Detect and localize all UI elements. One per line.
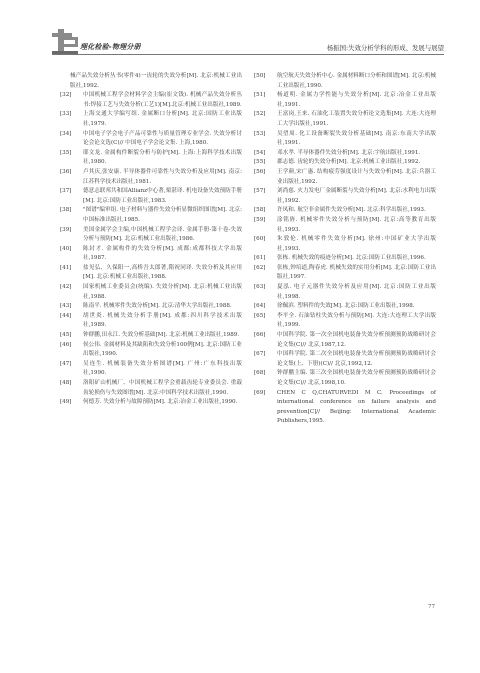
reference-item (254, 168, 436, 187)
reference-text: CHEN C Q,CHATURVEDI M C. Proceedings of international conference on failure analysis and prevention[C]// Beijing: International Academic Publishers,1995. (277, 389, 436, 425)
reference-text: 中国机械工程学会材料学会主编(崔文钱). 机械产品失效分析丛书:焊接工艺与失效分析(工艺1)[M].北京:机械工业出版社,1989. (83, 92, 242, 108)
reference-text: 盐见弘、久保阳一,高桥吾太郎著,隋祝同译. 失效分析及其应用[M]. 北京:机械工业出版社,1988. (83, 264, 242, 281)
reference-number: [58] (254, 207, 266, 214)
reference-item (254, 91, 436, 110)
reference-item (254, 283, 436, 302)
reference-item (254, 302, 436, 312)
reference-text: 朱敦伦. 机械零件失效分析[M]. 徐州:中国矿业大学出版社,1993. (277, 236, 436, 252)
reference-number: [52] (254, 111, 266, 118)
reference-text: 张栋. 机械失效的痕迹分析[M]. 北京:国防工业出版社,1996. (277, 255, 426, 262)
reference-item (254, 130, 436, 149)
reference-number: [36] (60, 168, 72, 175)
reference-number: [48] (60, 380, 72, 386)
reference-item (60, 331, 242, 341)
reference-item (254, 331, 436, 350)
reference-text: 械产品失效分析丛书(零件4)一齿轮的失效分析[M]. 北京:机械工业出版社,1992. (70, 73, 242, 89)
reference-text: 陈封才. 金属构件的失效分析[M]. 成都:成都科技大学出版社,1987. (83, 245, 242, 262)
reference-item (254, 312, 436, 331)
reference-item (60, 72, 242, 91)
reference-text: "图谱"编审组. 电子材料与器件失效分析显微组织图谱[M]. 北京:中国标准出版社,1985. (83, 207, 242, 223)
reference-item (254, 149, 436, 159)
reference-item (60, 149, 242, 168)
reference-number: [51] (254, 92, 266, 99)
reference-text: 张栋,钟培道,陶春虎. 机械失效的实用分析[M]. 北京:国防工业出版社,1997. (277, 264, 436, 281)
reference-number: [53] (254, 130, 266, 137)
reference-item (60, 168, 242, 187)
reference-item (60, 264, 242, 283)
references-left-column (60, 72, 242, 408)
reference-item (60, 398, 242, 408)
reference-item (254, 110, 436, 129)
reference-text: 何德芳. 失效分析与故障预防[M]. 北京:冶金工业出版社,1990. (83, 399, 238, 406)
reference-item (254, 254, 436, 264)
reference-text: 中国电子学会电子产品可靠性与质量管理专业学会. 失效分析讨论会论文选(C)// 中国电子学会论文集. 上海,1980. (83, 130, 242, 147)
reference-text: 陈南平. 机械零件失效分析[M]. 北京:清华大学出版社,1988. (83, 303, 232, 310)
running-head: 杨振国:失效分析学科的形成、发展与展望 (326, 44, 444, 52)
reference-number: [64] (254, 303, 266, 310)
reference-item (60, 360, 242, 379)
reference-number: [45] (60, 332, 72, 339)
page-number: 77 (428, 604, 436, 610)
reference-text: 王富岗,王来. 石油化工装置失效分析论文选集[M]. 大连:大连理工大学出版社,1991. (277, 111, 436, 127)
reference-number: [57] (254, 188, 266, 195)
reference-text: 美国金属学会主编,中国机械工程学会译. 金属手册-第十卷-失效分析与预防[M]. 北京:机械工业出版社,1986. (83, 226, 242, 243)
reference-number: [67] (254, 351, 266, 358)
reference-text: 吴望周. 化工设备断裂失效分析基础[M]. 南京:东南大学出版社,1991. (277, 130, 436, 147)
reference-text: 涂铭旌. 机械零件失效分析与预防[M]. 北京:高等教育出版社,1993. (277, 216, 436, 233)
reference-number: [44] (60, 312, 72, 319)
reference-text: 郡志德. 齿轮的失效分析[M]. 北京:机械工业出版社,1992. (277, 159, 421, 166)
reference-item (60, 110, 242, 129)
reference-number: [59] (254, 216, 266, 223)
reference-item (254, 389, 436, 427)
references-right-column (254, 72, 436, 427)
reference-number: [41] (60, 264, 72, 271)
reference-number: [62] (254, 264, 266, 271)
reference-item (254, 264, 436, 283)
reference-number: [66] (254, 332, 266, 339)
reference-item (60, 91, 242, 110)
reference-text: 耶文龙. 金属构件断裂分析与防护[M]. 上海:上海科学技术出版社,1980. (83, 149, 242, 166)
reference-text: 许凤和. 航空非金属件失效分析[M]. 北京:科学出版社,1993. (277, 207, 426, 214)
reference-number: [32] (60, 92, 72, 99)
reference-number: [47] (60, 360, 72, 367)
reference-number: [38] (60, 207, 72, 214)
page-header (0, 20, 480, 60)
reference-text: 航空航天失效分析中心. 金属材料断口分析和图谱[M]. 北京:机械工业出版社,1990. (277, 73, 436, 89)
reference-text: 夏泓. 电子元器件失效分析及应用[M]. 北京:国防工业出版社,1998. (277, 284, 436, 300)
reference-text: 胡世炎. 机械失效分析手册[M]. 成都:四川科学技术出版社,1989. (83, 312, 242, 329)
reference-number: [54] (254, 149, 266, 156)
reference-number: [40] (60, 245, 72, 252)
reference-text: 钟群鹏主编. 第三次全国机电装备失效分析预测预防战略研讨会论文集(C)// 北京,1998,10. (277, 370, 436, 386)
reference-text: 上海交通大学编写组. 金属断口分析[M]. 北京:国防工业出版社,1979. (83, 111, 242, 127)
reference-item (60, 130, 242, 149)
reference-number: [35] (60, 149, 72, 156)
reference-number: [56] (254, 168, 266, 175)
reference-item (60, 379, 242, 398)
reference-number: [43] (60, 303, 72, 310)
reference-text: 洛阳矿山机械厂、中国机械工程学会重载齿轮专业委员会. 重载齿轮损伤与失效图谱[M]. 北京:中国科学技术出版社,1990. (83, 380, 242, 396)
reference-number: [34] (60, 130, 72, 137)
reference-number: [65] (254, 312, 266, 319)
journal-title: 理化检验-物理分册 (80, 43, 141, 51)
reference-item (60, 312, 242, 331)
reference-number: [69] (254, 389, 266, 396)
reference-item (254, 187, 436, 206)
reference-item (254, 216, 436, 235)
journal-logo-icon (52, 29, 80, 51)
reference-number: [39] (60, 226, 72, 233)
reference-number: [61] (254, 255, 266, 262)
reference-number: [42] (60, 284, 72, 291)
reference-text: 李平全. 石油钻柱失效分析与预防[M]. 大连:大连理工大学出版社,1999. (277, 312, 436, 329)
reference-text: 杨道明. 金属力学性能与失效分析[M]. 北京:冶金工业出版社,1991. (277, 92, 436, 108)
reference-item (254, 206, 436, 216)
reference-text: 刘尚慈. 火力发电厂金属断裂与失效分析[M]. 北京:水利电力出版社,1992. (277, 188, 436, 204)
reference-text: 中国科学院. 第一次全国机电装备失效分析预测预防战略研讨会论文集(C)// 北京,1987,12. (277, 332, 436, 348)
reference-text: 中国科学院. 第二次全国机电装备失效分析预测预防战略研讨会论文集(上、下册)(C)// 北京,1992,12. (277, 351, 436, 367)
reference-item (60, 226, 242, 245)
reference-number: [63] (254, 284, 266, 291)
reference-text: 卢其庆,张安康. 半导体器件可靠性与失效分析及应用[M]. 南京:江苏科学技术出版社,1981. (83, 168, 242, 185)
reference-number: [68] (254, 370, 266, 377)
reference-item (254, 350, 436, 369)
reference-text: 邓水孝. 半导体器件失效分析[M]. 北京:宇航出版社,1991. (277, 149, 421, 156)
reference-number: [55] (254, 159, 266, 166)
reference-text: 徐佩滨. 塑料件的失效[M]. 北京:国防工业出版社,1998. (277, 303, 415, 310)
reference-item (60, 341, 242, 360)
reference-number: [46] (60, 341, 72, 348)
reference-item (254, 72, 436, 91)
reference-number: [50] (254, 73, 266, 79)
reference-item (60, 302, 242, 312)
header-rule (52, 54, 444, 55)
reference-number: [49] (60, 399, 72, 406)
reference-number: [60] (254, 236, 266, 243)
reference-item (60, 206, 242, 225)
reference-number: [33] (60, 111, 72, 118)
reference-text: 王学颜,宋广惠. 结构疲劳强度设计与失效分析[M]. 北京:兵器工业出版社,1992. (277, 168, 436, 185)
reference-text: 侯公伟. 金属材料及其缺陷和失效分析100例[M]. 北京:国防工业出版社,1990. (83, 341, 242, 358)
reference-text: 钟群鹏,田永江. 失效分析基础[M]. 北京:机械工业出版社,1989. (83, 332, 240, 339)
reference-item (254, 369, 436, 388)
reference-item (254, 235, 436, 254)
reference-item (60, 245, 242, 264)
reference-item (254, 158, 436, 168)
reference-text: 吴连生. 机械装备失效分析图谱[M]. 广州:广东科技出版社,1990. (83, 360, 242, 377)
reference-number: [37] (60, 188, 72, 195)
reference-text: 国家机械工业委员会(统编). 失效分析[M]. 北京:机械工业出版社,1988. (83, 284, 242, 300)
reference-item (60, 283, 242, 302)
reference-text: 德意志联邦共和国Allianz中心著,栗湛译. 机电设备失效预防手册[M]. 北京:国防工业出版社,1983. (83, 188, 242, 204)
reference-item (60, 187, 242, 206)
